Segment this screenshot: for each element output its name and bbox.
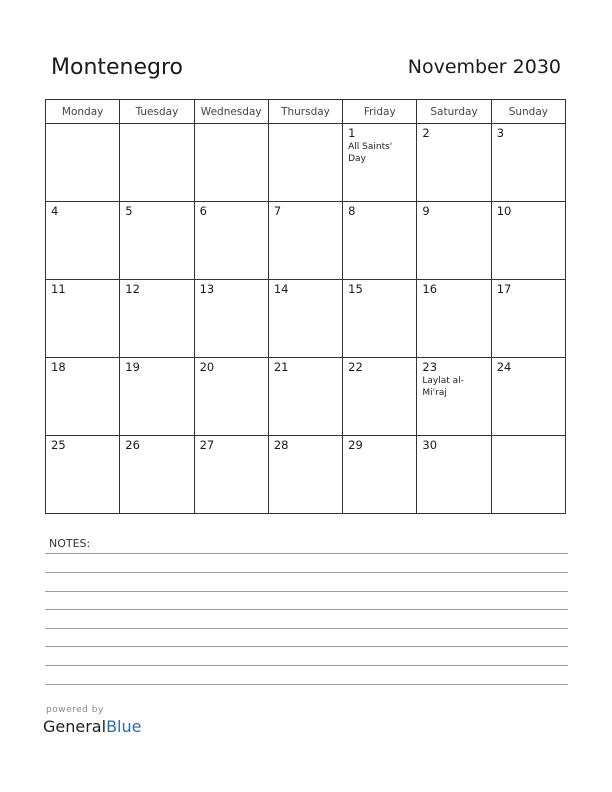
month-title: November 2030: [407, 56, 561, 78]
day-number: 14: [273, 282, 289, 296]
day-number: 12: [125, 282, 140, 296]
day-number: 29: [348, 438, 363, 452]
day-number: 1: [348, 126, 356, 140]
country-title: Montenegro: [51, 55, 184, 80]
day-cell: [491, 124, 565, 202]
day-cell: [120, 280, 194, 358]
note-line: [45, 553, 568, 554]
day-number: 25: [51, 438, 66, 452]
day-number: 30: [422, 438, 438, 452]
day-cell: [194, 124, 268, 202]
day-cell: [417, 202, 491, 280]
note-line: [45, 684, 568, 685]
holiday-label: All Saints' Day: [348, 142, 393, 164]
day-cell: [46, 436, 120, 514]
brand-general: General: [43, 717, 107, 736]
weekday-tuesday: Tuesday: [120, 100, 194, 124]
day-cell: [417, 280, 491, 358]
day-cell: [268, 436, 342, 514]
day-number: 8: [348, 204, 356, 218]
day-cell: [343, 280, 417, 358]
holiday-label: Laylat al-Mi'raj: [422, 376, 464, 398]
day-cell: [491, 436, 565, 514]
weekday-header-row: [46, 100, 566, 124]
day-number: 16: [422, 282, 438, 296]
note-line: [45, 609, 568, 610]
day-number: 13: [199, 282, 215, 296]
week-row: [46, 280, 566, 358]
day-cell: [417, 436, 491, 514]
week-row: [46, 202, 566, 280]
day-cell: [120, 436, 194, 514]
note-line: [45, 665, 568, 666]
day-number: 10: [496, 204, 512, 218]
day-number: 28: [273, 438, 289, 452]
note-line: [45, 591, 568, 592]
week-row: [46, 358, 566, 436]
day-number: 9: [422, 204, 430, 218]
day-cell: [268, 280, 342, 358]
day-cell: [194, 202, 268, 280]
day-cell: [120, 124, 194, 202]
day-cell: [343, 436, 417, 514]
day-cell: [268, 124, 342, 202]
day-number: 27: [199, 438, 215, 452]
brand-blue: Blue: [106, 717, 142, 736]
calendar-grid: [45, 99, 566, 514]
day-cell: [343, 124, 417, 202]
generalblue-logo: [43, 717, 141, 736]
day-cell: [120, 202, 194, 280]
weekday-wednesday: Wednesday: [194, 100, 268, 124]
weekday-friday: Friday: [343, 100, 417, 124]
day-cell: [491, 280, 565, 358]
day-number: 6: [199, 204, 207, 218]
day-cell: [194, 280, 268, 358]
day-number: 17: [496, 282, 512, 296]
day-cell: [120, 358, 194, 436]
weekday-saturday: Saturday: [417, 100, 491, 124]
day-cell: [491, 358, 565, 436]
week-row: [46, 436, 566, 514]
day-number: 3: [496, 126, 505, 140]
day-cell: [194, 358, 268, 436]
day-cell: [46, 358, 120, 436]
day-cell: [417, 124, 491, 202]
note-line: [45, 572, 568, 573]
day-number: 7: [273, 204, 282, 218]
day-number: 23: [422, 360, 438, 374]
day-number: 18: [51, 360, 66, 374]
day-number: 19: [125, 360, 140, 374]
powered-by-text: powered by: [46, 705, 104, 715]
day-number: 5: [125, 204, 133, 218]
day-number: 24: [496, 360, 512, 374]
day-cell: [343, 202, 417, 280]
day-number: 20: [199, 360, 215, 374]
note-line: [45, 646, 568, 647]
week-row: [46, 124, 566, 202]
note-line: [45, 628, 568, 629]
day-cell: [194, 436, 268, 514]
weekday-sunday: Sunday: [491, 100, 565, 124]
weekday-monday: Monday: [46, 100, 120, 124]
day-cell: [343, 358, 417, 436]
day-cell: [491, 202, 565, 280]
day-cell: [46, 124, 120, 202]
day-number: 26: [125, 438, 140, 452]
day-number: 21: [273, 360, 289, 374]
weekday-thursday: Thursday: [268, 100, 342, 124]
day-cell: [46, 280, 120, 358]
day-number: 4: [51, 204, 59, 218]
day-cell: [46, 202, 120, 280]
notes-label: NOTES:: [49, 537, 91, 550]
day-cell: [417, 358, 491, 436]
day-number: 22: [348, 360, 363, 374]
day-cell: [268, 202, 342, 280]
day-cell: [268, 358, 342, 436]
day-number: 15: [348, 282, 363, 296]
day-number: 2: [422, 126, 430, 140]
day-number: 11: [51, 282, 66, 296]
